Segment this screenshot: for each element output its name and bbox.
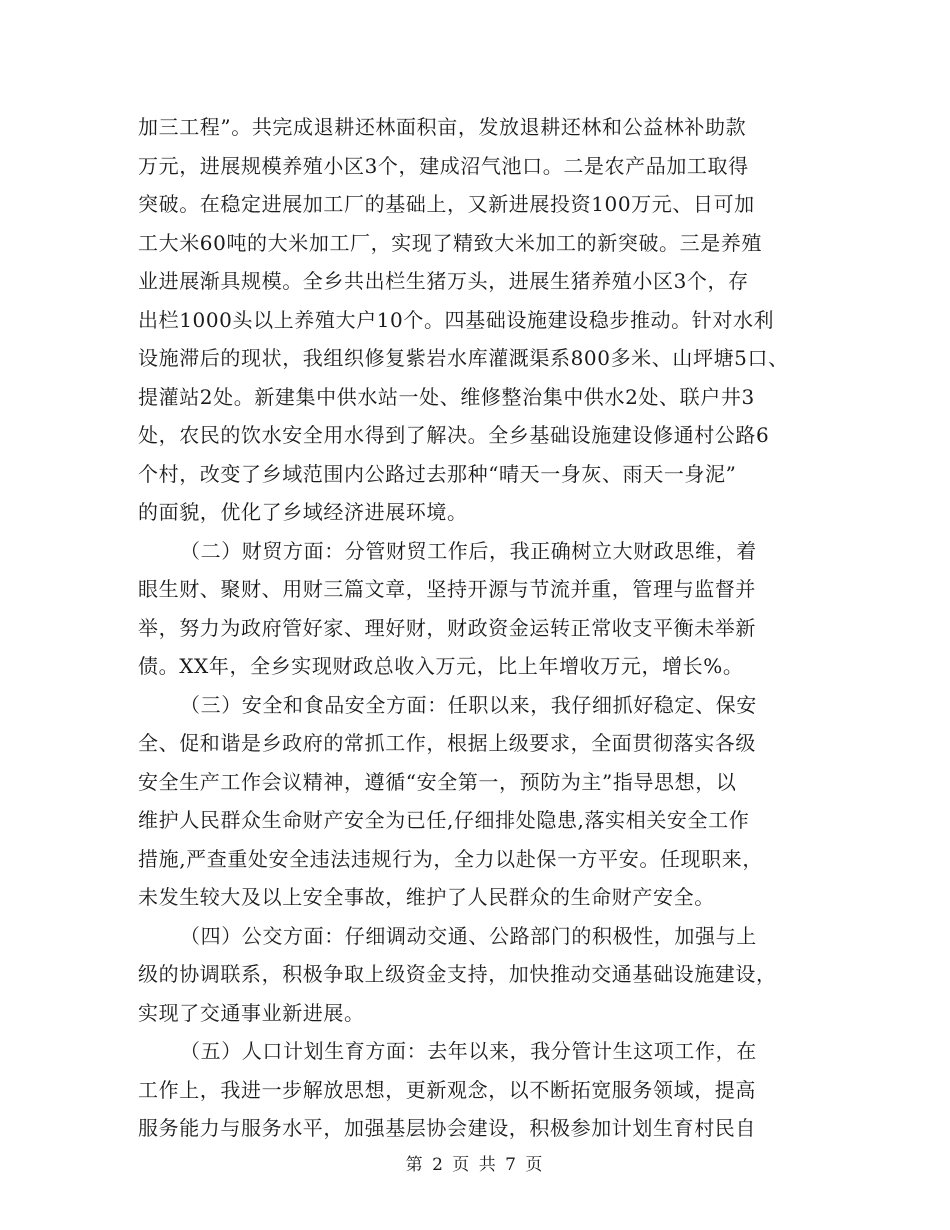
text-line: 出栏1000头以上养殖大户10个。四基础设施建设稳步推动。针对水利 — [138, 307, 775, 332]
text-line: 设施滞后的现状，我组织修复紫岩水库灌溉渠系800多米、山坪塘5口、 — [138, 346, 789, 370]
text-line: 眼生财、聚财、用财三篇文章，坚持开源与节流并重，管理与监督并 — [138, 577, 756, 601]
text-line: 个村，改变了乡域范围内公路过去那种“晴天一身灰、雨天一身泥” — [138, 461, 737, 486]
text-line: 级的协调联系，积极争取上级资金支持，加快推动交通基础设施建设， — [138, 962, 777, 986]
text-line: 突破。在稳定进展加工厂的基础上，又新进展投资100万元、日可加 — [138, 192, 755, 216]
text-line: 安全生产工作会议精神，遵循“安全第一，预防为主”指导思想，以 — [138, 769, 737, 794]
text-line: 工大米60吨的大米加工厂，实现了精致大米加工的新突破。三是养殖 — [138, 230, 763, 255]
text-line: 工作上，我进一步解放思想，更新观念，以不断拓宽服务领域，提高 — [138, 1077, 756, 1102]
text-line: 债。XX年，全乡实现财政总收入万元，比上年增收万元，增长%。 — [138, 654, 744, 678]
text-line: 举，努力为政府管好家、理好财，财政资金运转正常收支平衡未举新 — [138, 615, 756, 640]
body-text — [138, 108, 818, 1148]
text-line: 提灌站2处。新建集中供水站一处、维修整治集中供水2处、联户井3 — [138, 384, 755, 409]
text-line: 万元，进展规模养殖小区3个，建成沼气池口。二是农产品加工取得 — [138, 153, 749, 178]
section-heading-line: （三）安全和食品安全方面：任职以来，我仔细抓好稳定、保安 — [180, 692, 757, 717]
text-line: 实现了交通事业新进展。 — [138, 1000, 365, 1025]
section-heading-line: （二）财贸方面：分管财贸工作后，我正确树立大财政思维，着 — [180, 538, 757, 563]
text-line: 维护人民群众生命财产安全为已任,仔细排处隐患,落实相关安全工作 — [138, 808, 750, 832]
section-heading-line: （五）人口计划生育方面：去年以来，我分管计生这项工作，在 — [180, 1039, 757, 1063]
section-heading-line: （四）公交方面：仔细调动交通、公路部门的积极性，加强与上 — [180, 923, 757, 948]
text-line: 服务能力与服务水平，加强基层协会建设，积极参加计划生育村民自 — [138, 1116, 756, 1140]
text-line: 业进展渐具规模。全乡共出栏生猪万头，进展生猪养殖小区3个，存 — [138, 269, 749, 293]
text-line: 处，农民的饮水安全用水得到了解决。全乡基础设施建设修通村公路6 — [138, 423, 770, 447]
text-line: 加三工程”。共完成退耕还林面积亩，发放退耕还林和公益林补助款 — [138, 115, 747, 139]
text-line: 未发生较大及以上安全事故，维护了人民群众的生命财产安全。 — [138, 885, 715, 909]
text-line: 措施,严查重处安全违法违规行为，全力以赴保一方平安。任现职来， — [138, 846, 763, 871]
page-number-footer: 第 2 页 共 7 页 — [405, 1155, 545, 1175]
text-line: 全、促和谐是乡政府的常抓工作，根据上级要求，全面贯彻落实各级 — [138, 731, 756, 755]
text-line: 的面貌，优化了乡域经济进展环境。 — [138, 500, 468, 524]
